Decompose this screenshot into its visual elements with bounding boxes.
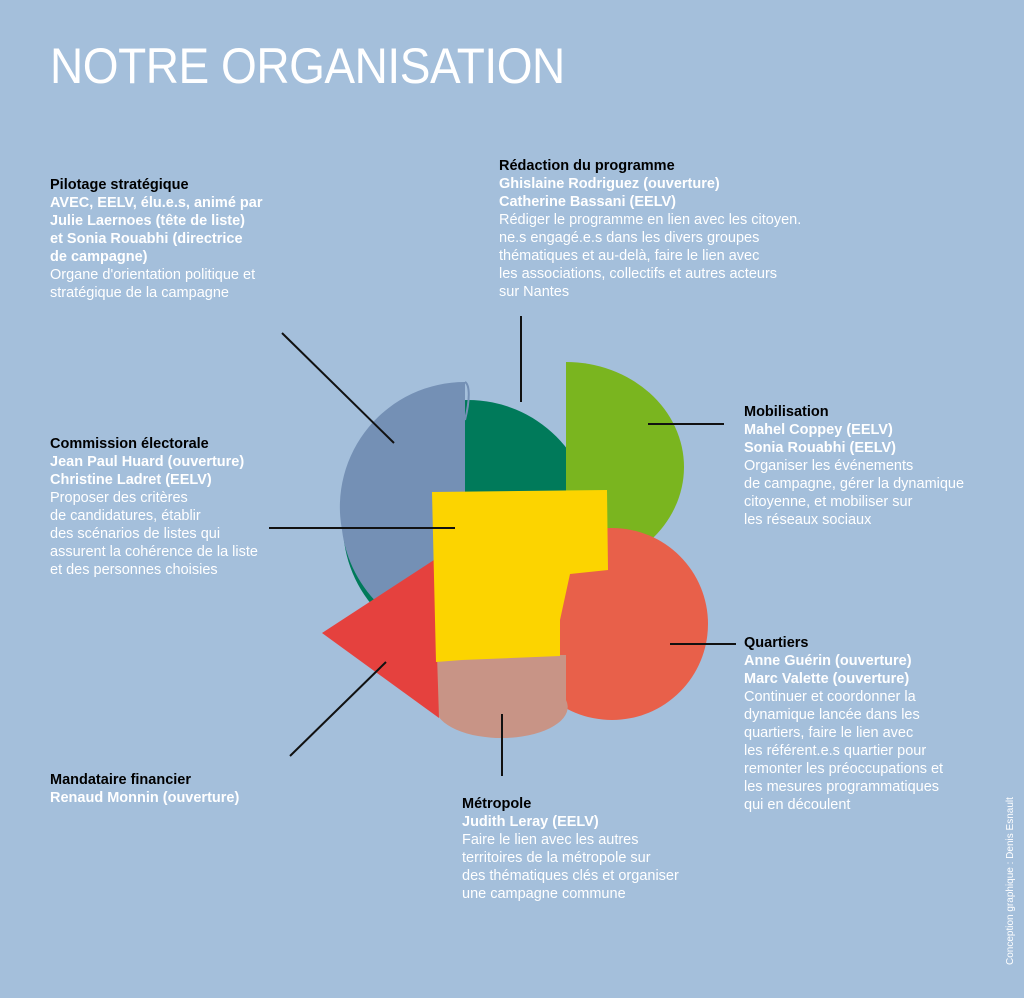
section-description: Faire le lien avec les autres territoires de la métropole sur des thématiques clés et organiser une campagne commune: [462, 832, 679, 902]
section-heading: Commission électorale: [50, 436, 209, 452]
section-heading: Métropole: [462, 796, 532, 812]
section-person: Catherine Bassani (EELV): [499, 194, 677, 210]
section-person: Julie Laernoes (tête de liste): [50, 213, 246, 229]
section-heading: Pilotage stratégique: [50, 177, 189, 193]
section-description: Organiser les événements de campagne, gérer la dynamique citoyenne, et mobiliser sur les réseaux sociaux: [744, 458, 965, 528]
section-person: Renaud Monnin (ouverture): [50, 790, 240, 806]
section-redaction: [499, 157, 801, 301]
page-title: NOTRE ORGANISATION: [50, 38, 565, 94]
section-description: Organe d'orientation politique et stratégique de la campagne: [50, 267, 256, 301]
section-mandataire: [50, 771, 239, 807]
section-heading: Mandataire financier: [50, 772, 192, 788]
section-person: Marc Valette (ouverture): [744, 671, 910, 687]
section-metropole: [462, 795, 679, 903]
section-person: de campagne): [50, 249, 148, 265]
section-description: Proposer des critères de candidatures, établir des scénarios de listes qui assurent la cohérence de la liste et des personnes choisies: [50, 490, 258, 578]
section-quartiers: [744, 634, 943, 814]
section-mobilisation: [744, 403, 964, 529]
section-person: Anne Guérin (ouverture): [744, 653, 912, 669]
section-person: AVEC, EELV, élu.e.s, animé par: [50, 195, 263, 211]
section-person: et Sonia Rouabhi (directrice: [50, 231, 243, 247]
section-person: Judith Leray (EELV): [462, 814, 599, 830]
section-person: Christine Ladret (EELV): [50, 472, 212, 488]
design-credit: Conception graphique : Denis Esnault: [1005, 797, 1016, 965]
section-description: Continuer et coordonner la dynamique lancée dans les quartiers, faire le lien avec les référent.e.s quartier pour remonter les préoccupations et les mesures programmatiques qui en découlent: [744, 689, 944, 813]
connector-pilotage: [282, 333, 394, 443]
section-heading: Quartiers: [744, 635, 809, 651]
section-description: Rédiger le programme en lien avec les citoyen. ne.s engagé.e.s dans les divers groupes thématiques et au-delà, faire le lien avec les associations, collectifs et autres acteurs sur Nantes: [499, 212, 802, 300]
section-pilotage: [50, 176, 262, 302]
section-heading: Mobilisation: [744, 404, 829, 420]
connector-mandataire: [290, 662, 386, 756]
section-person: Sonia Rouabhi (EELV): [744, 440, 896, 456]
section-heading: Rédaction du programme: [499, 158, 675, 174]
section-person: Mahel Coppey (EELV): [744, 422, 893, 438]
section-person: Ghislaine Rodriguez (ouverture): [499, 176, 720, 192]
section-person: Jean Paul Huard (ouverture): [50, 454, 245, 470]
section-commission: [50, 435, 258, 579]
